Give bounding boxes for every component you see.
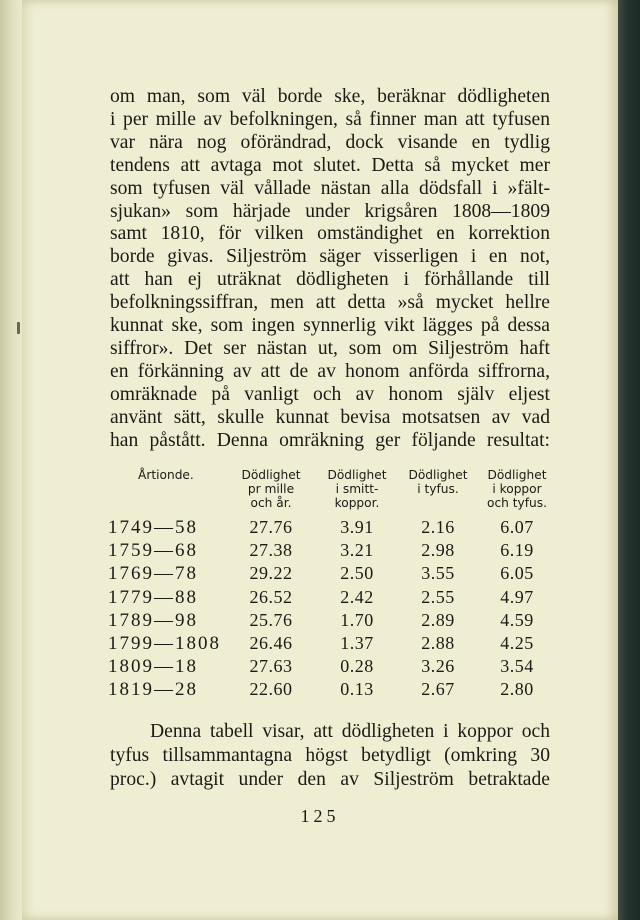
paragraph-bottom (110, 720, 550, 792)
cell-decade: 1819—28 (108, 679, 198, 701)
table-row (108, 562, 556, 585)
header-combined-mortality (478, 468, 556, 516)
cell-decade: 1759—68 (108, 540, 198, 562)
cell-value: 6.05 (500, 563, 534, 584)
cell-value: 2.42 (340, 586, 374, 607)
table-row (108, 586, 556, 609)
cell-value: 2.50 (340, 563, 374, 584)
cell-value: 2.55 (421, 586, 455, 607)
text-line: som tyfusen väl vållade nästan alla dödsfall i »fält- (110, 177, 550, 199)
cell-value: 3.55 (421, 563, 455, 584)
text-line: samt 1810, för vilken omständighet en korrektion (110, 223, 550, 245)
text-line: i per mille av befolkningen, så finner man att tyfusen (110, 108, 550, 130)
cell-value: 4.97 (500, 586, 534, 607)
cell-value: 0.13 (340, 679, 374, 700)
header-mortality-per-mille (226, 468, 316, 516)
cell-value: 27.38 (249, 540, 293, 561)
margin-mark (17, 322, 20, 334)
text-line: sjukan» som härjade under krigsåren 1808—1809 (110, 200, 550, 222)
cell-value: 27.63 (249, 656, 293, 677)
cell-value: 4.59 (500, 609, 534, 630)
header-decade (108, 468, 226, 516)
text-line: en förkänning av att de av honom anförda siffrorna, (110, 360, 550, 382)
cell-decade: 1769—78 (108, 563, 198, 585)
header-typhus-mortality (398, 468, 478, 516)
cell-value: 1.37 (340, 633, 374, 654)
cell-value: 26.52 (249, 586, 293, 607)
page-gutter-left (0, 0, 22, 920)
cell-value: 29.22 (249, 563, 293, 584)
cell-value: 1.70 (340, 609, 374, 630)
header-smallpox-mortality (316, 468, 398, 516)
cell-decade: 1809—18 (108, 656, 198, 678)
header-label: Dödlighet i koppor och tyfus. (487, 468, 547, 510)
cell-value: 22.60 (249, 679, 293, 700)
text-line: var nära nog oförändrad, dock visande en tydlig (110, 131, 550, 153)
cell-value: 2.88 (421, 633, 455, 654)
text-line: siffror». Det ser nästan ut, som om Siljeström haft (110, 337, 550, 359)
text-line: omräknade på vanligt och av honom själv eljest (110, 383, 550, 405)
cell-decade: 1749—58 (108, 517, 198, 538)
cell-decade: 1779—88 (108, 586, 198, 608)
table-row (108, 609, 556, 632)
text-line: kunnat ske, som ingen synnerlig vikt lägges på dessa (110, 315, 550, 337)
cell-value: 6.19 (500, 540, 534, 561)
cell-value: 4.25 (500, 633, 534, 654)
cell-value: 2.89 (421, 609, 455, 630)
table-row (108, 678, 556, 701)
cell-value: 3.26 (421, 656, 455, 677)
cell-value: 3.54 (500, 656, 534, 677)
header-label: Dödlighet pr mille och år. (241, 468, 301, 510)
text-line: proc.) avtagit under den av Siljeström betraktade (110, 769, 550, 790)
cell-value: 0.28 (340, 656, 374, 677)
book-binding-edge (618, 0, 640, 920)
book-page (22, 0, 618, 920)
table-row (108, 655, 556, 678)
cell-value: 26.46 (249, 633, 293, 654)
cell-value: 3.21 (340, 540, 374, 561)
cell-value: 2.98 (421, 540, 455, 561)
cell-value: 3.91 (340, 517, 374, 537)
table-row (108, 539, 556, 562)
cell-decade: 1799—1808 (108, 633, 221, 655)
text-line: Denna tabell visar, att dödligheten i koppor och (150, 721, 550, 742)
cell-value: 6.07 (500, 517, 534, 537)
mortality-table (108, 468, 556, 702)
cell-value: 2.80 (500, 679, 534, 700)
cell-value: 25.76 (249, 609, 293, 630)
table-row (108, 516, 556, 539)
text-line: tyfus tillsammantagna högst betydligt (omkring 30 (110, 745, 550, 766)
header-label: Dödlighet i smitt- koppor. (327, 468, 387, 510)
table-row (108, 632, 556, 655)
page-number: 125 (300, 806, 340, 826)
cell-value: 27.76 (249, 517, 293, 537)
paragraph-top (110, 86, 550, 453)
text-line: befolkningssiffran, men att detta »så mycket hellre (110, 292, 550, 314)
text-line: tendens att avtaga mot slutet. Detta så mycket mer (110, 154, 550, 176)
header-label: Årtionde. (138, 468, 194, 482)
text-line: om man, som väl borde ske, beräknar dödligheten (110, 86, 550, 107)
header-label: Dödlighet i tyfus. (408, 468, 468, 496)
table-header-row (108, 468, 556, 516)
cell-decade: 1789—98 (108, 609, 198, 631)
text-line: borde givas. Siljeström säger visserligen i en not, (110, 246, 550, 268)
text-line: använt sätt, skulle kunnat bevisa motsatsen av vad (110, 406, 550, 428)
cell-value: 2.67 (421, 679, 455, 700)
text-line: han påstått. Denna omräkning ger följande resultat: (110, 429, 550, 451)
text-line: att han ej uträknat dödligheten i förhållande till (110, 269, 550, 291)
cell-value: 2.16 (421, 517, 455, 537)
